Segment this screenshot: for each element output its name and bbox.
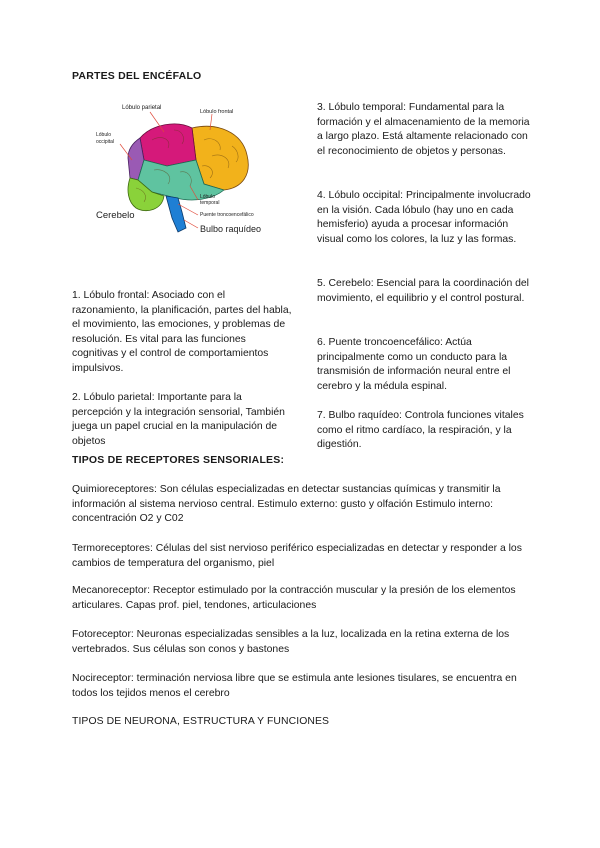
- label-parietal: Lóbulo parietal: [122, 105, 162, 111]
- item-cerebelo: 5. Cerebelo: Esencial para la coordinación del movimiento, el equilibrio y el control postural.: [317, 278, 529, 304]
- receptor-termo: Termoreceptores: Células del sist nervioso periférico especializadas en detectar y responder a los cambios de temperatura del organismo, piel: [72, 543, 522, 569]
- label-temporal-1: Lóbulo: [200, 194, 216, 200]
- label-occipital-2: occipital: [96, 139, 115, 145]
- section-title-neurons: TIPOS DE NEURONA, ESTRUCTURA Y FUNCIONES: [72, 716, 330, 727]
- brainstem: [166, 196, 186, 232]
- item-bulbo: 7. Bulbo raquídeo: Controla funciones vitales como el ritmo cardíaco, la respiración, y la digestión.: [317, 410, 524, 451]
- receptor-mecano: Mecanoreceptor: Receptor estimulado por la contracción muscular y la presión de los elementos articulares. Capas prof. piel, tendones, articulaciones: [72, 585, 516, 611]
- item-occipital: 4. Lóbulo occipital: Principalmente involucrado en la visión. Cada lóbulo (hay uno en cada hemisferio) ayuda a procesar información visual como los colores, la luz y las formas.: [317, 190, 531, 245]
- page-title: PARTES DEL ENCÉFALO: [72, 70, 202, 82]
- label-puente: Puente troncoencefálico: [200, 212, 254, 218]
- label-temporal-2: temporal: [200, 200, 220, 206]
- receptor-quimio: Quimioreceptores: Son células especializadas en detectar sustancias químicas y transmitir la información al sistema nervioso central. Estimulo externo: gusto y olfación Estimulo interno: concentración O2 y C02: [72, 484, 501, 525]
- section-title-receptors: TIPOS DE RECEPTORES SENSORIALES:: [72, 454, 285, 466]
- item-puente: 6. Puente troncoencefálico: Actúa principalmente como un conducto para la transmisión de información neural entre el cerebro y la médula espinal.: [317, 337, 511, 392]
- label-bulbo: Bulbo raquídeo: [200, 224, 262, 234]
- brain-illustration: [92, 100, 270, 240]
- item-parietal: 2. Lóbulo parietal: Importante para la percepción y la integración sensorial, También juega un papel crucial en la manipulación de objetos: [72, 392, 285, 447]
- brain-diagram: [92, 100, 270, 240]
- item-temporal: 3. Lóbulo temporal: Fundamental para la formación y el almacenamiento de la memoria a largo plazo. Está altamente relacionado con el reconocimiento de objetos y personas.: [317, 102, 530, 157]
- item-frontal: 1. Lóbulo frontal: Asociado con el razonamiento, la planificación, partes del habla, el movimiento, las emociones, y problemas de resolución. Es vital para las funciones cognitivas y el control de comportamientos impulsivos.: [72, 290, 292, 374]
- label-cerebelo: Cerebelo: [96, 210, 135, 221]
- receptor-noci: Nocireceptor: terminación nerviosa libre que se estimula ante lesiones tisulares, se encuentra en todos los tejidos menos el cerebro: [72, 673, 517, 699]
- label-frontal: Lóbulo frontal: [200, 109, 234, 115]
- label-occipital-1: Lóbulo: [96, 132, 112, 138]
- parietal-lobe: [140, 124, 196, 166]
- receptor-foto: Fotoreceptor: Neuronas especializadas sensibles a la luz, localizada en la retina externa de los vertebrados. Sus células son conos y bastones: [72, 629, 510, 655]
